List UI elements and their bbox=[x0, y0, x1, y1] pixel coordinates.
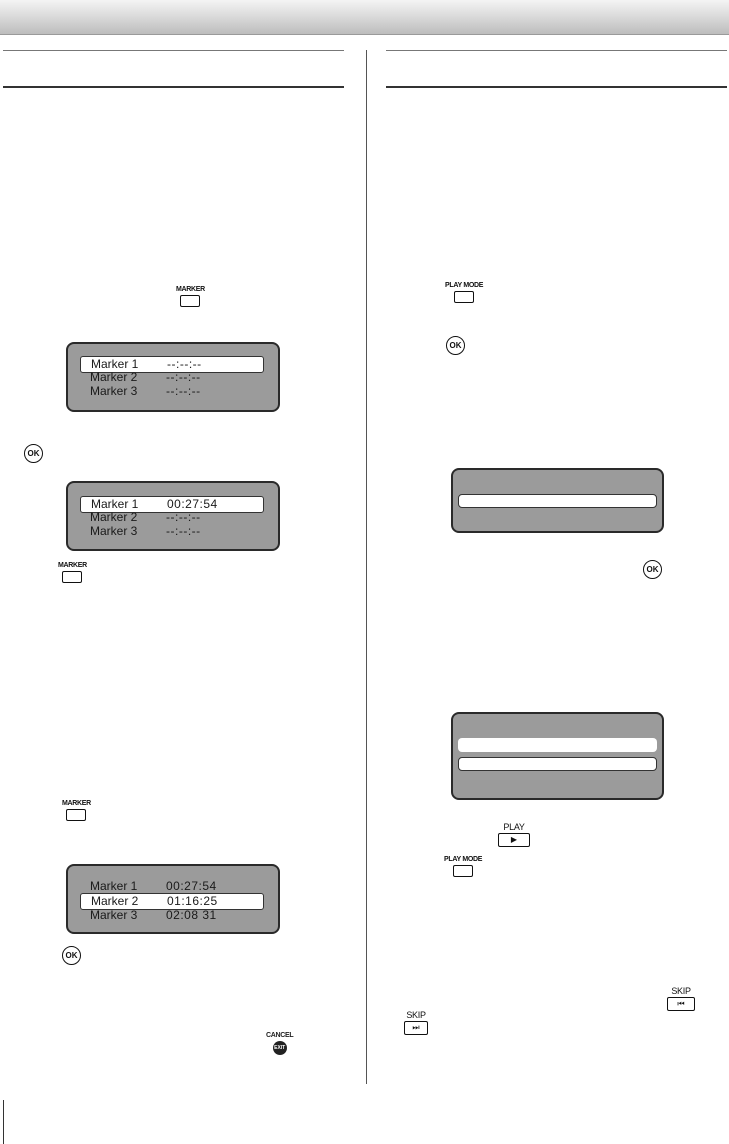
marker-time: 00:27:54 bbox=[167, 497, 218, 511]
ok-button-icon: OK bbox=[446, 336, 465, 355]
marker-name: Marker 1 bbox=[91, 357, 139, 371]
marker-row-2 bbox=[80, 370, 264, 385]
marker-row-3 bbox=[80, 908, 264, 923]
marker-time: --:--:-- bbox=[166, 510, 201, 524]
marker-time: 01:16:25 bbox=[167, 894, 218, 908]
skip-forward-button bbox=[404, 1010, 428, 1035]
marker-button bbox=[176, 286, 205, 307]
menu-selection-bar bbox=[458, 494, 657, 508]
menu-selection-bar bbox=[458, 757, 657, 771]
play-button bbox=[498, 822, 530, 847]
marker-time: 00:27:54 bbox=[166, 879, 217, 893]
marker-time: --:--:-- bbox=[167, 357, 202, 371]
left-section-top-rule bbox=[3, 50, 344, 51]
marker-key-icon bbox=[66, 809, 86, 821]
marker-name: Marker 2 bbox=[90, 370, 138, 384]
menu-item-bar bbox=[458, 738, 657, 752]
ok-button-icon: OK bbox=[62, 946, 81, 965]
marker-time: --:--:-- bbox=[166, 370, 201, 384]
right-section-top-rule bbox=[386, 50, 727, 51]
marker-screen-all-set bbox=[66, 864, 280, 934]
marker-screen-one-set bbox=[66, 481, 280, 551]
skip-button-label: SKIP bbox=[671, 986, 691, 996]
marker-name: Marker 3 bbox=[90, 524, 138, 538]
marker-name: Marker 2 bbox=[91, 894, 139, 908]
exit-icon: EXIT bbox=[273, 1041, 287, 1055]
header-underline bbox=[0, 34, 729, 35]
page-header-bar bbox=[0, 0, 729, 34]
left-section-heading-rule bbox=[3, 86, 344, 88]
skip-back-button bbox=[667, 986, 695, 1011]
marker-time: --:--:-- bbox=[166, 384, 201, 398]
play-mode-key-icon bbox=[453, 865, 473, 877]
play-mode-button bbox=[444, 856, 482, 877]
marker-key-icon bbox=[62, 571, 82, 583]
play-arrow-icon: ▶ bbox=[498, 833, 530, 847]
marker-row-3 bbox=[80, 384, 264, 399]
play-mode-screen-2 bbox=[451, 712, 664, 800]
play-mode-button bbox=[445, 282, 483, 303]
marker-time: --:--:-- bbox=[166, 524, 201, 538]
play-mode-key-icon bbox=[454, 291, 474, 303]
right-section-heading-rule bbox=[386, 86, 727, 88]
marker-time: 02:08 31 bbox=[166, 908, 217, 922]
ok-button-icon: OK bbox=[24, 444, 43, 463]
marker-name: Marker 1 bbox=[90, 879, 138, 893]
play-mode-button-label: PLAY MODE bbox=[444, 856, 483, 863]
marker-name: Marker 3 bbox=[90, 384, 138, 398]
marker-button-label: MARKER bbox=[176, 286, 205, 293]
marker-button bbox=[62, 800, 91, 821]
play-button-label: PLAY bbox=[503, 822, 525, 832]
ok-button-icon: OK bbox=[643, 560, 662, 579]
marker-row-3 bbox=[80, 524, 264, 539]
marker-row-2 bbox=[80, 510, 264, 525]
skip-button-label: SKIP bbox=[406, 1010, 426, 1020]
marker-button bbox=[58, 562, 87, 583]
marker-key-icon bbox=[180, 295, 200, 307]
cancel-button-label: CANCEL bbox=[266, 1032, 294, 1039]
marker-name: Marker 1 bbox=[91, 497, 139, 511]
skip-back-icon: ⏮ bbox=[667, 997, 695, 1011]
marker-button-label: MARKER bbox=[58, 562, 87, 569]
marker-row-1 bbox=[80, 879, 264, 894]
play-mode-screen-1 bbox=[451, 468, 664, 533]
play-mode-button-label: PLAY MODE bbox=[445, 282, 484, 289]
marker-name: Marker 2 bbox=[90, 510, 138, 524]
page-margin-line bbox=[3, 1100, 4, 1144]
marker-screen-empty bbox=[66, 342, 280, 412]
column-divider bbox=[366, 50, 367, 1084]
cancel-exit-button bbox=[266, 1032, 293, 1055]
marker-name: Marker 3 bbox=[90, 908, 138, 922]
skip-forward-icon: ⏭ bbox=[404, 1021, 428, 1035]
marker-button-label: MARKER bbox=[62, 800, 91, 807]
